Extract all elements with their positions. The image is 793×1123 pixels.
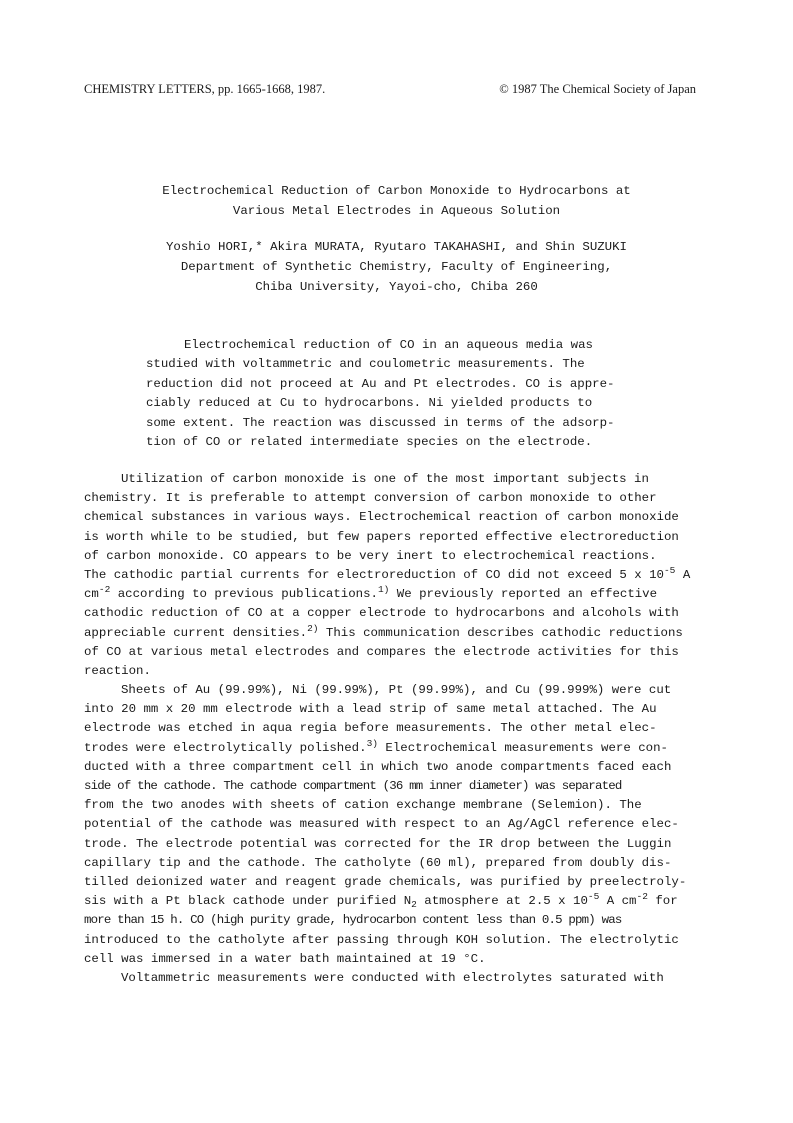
author-list: Yoshio HORI,* Akira MURATA, Ryutaro TAKAHASHI, and Shin SUZUKI [165,240,627,254]
affiliation-line: Chiba University, Yayoi-cho, Chiba 260 [255,280,538,294]
text-run: cm [84,587,99,602]
text-run: for [647,894,678,909]
body-line [84,585,709,604]
journal-citation: CHEMISTRY LETTERS, pp. 1665-1668, 1987. [84,82,326,96]
text-run: The cathodic partial currents for electroreduction of CO did not exceed 5 x 10 [84,567,664,582]
superscript: -2 [636,891,648,903]
body-line [84,739,709,758]
abstract-line: reduction did not proceed at Au and Pt electrodes. CO is appre- [146,376,615,391]
body-line: introduced to the catholyte after passing through KOH solution. The electrolytic [84,932,679,947]
body-line: more than 15 h. CO (high purity grade, hydrocarbon content less than 0.5 ppm) was [84,913,622,928]
body-line: Sheets of Au (99.99%), Ni (99.99%), Pt (99.99%), and Cu (99.999%) were cut [121,683,672,698]
body-text [84,470,709,988]
abstract [146,336,646,452]
text-run: This communication describes cathodic reductions [318,625,683,640]
subscript: 2 [411,899,417,911]
body-line: of CO at various metal electrodes and compares the electrode activities for this [84,644,679,659]
body-line [84,624,709,643]
abstract-line: some extent. The reaction was discussed in terms of the adsorp- [146,415,615,430]
running-header [84,82,696,100]
body-line: is worth while to be studied, but few papers reported effective electroreduction [84,529,679,544]
body-line: side of the cathode. The cathode compartment (36 mm inner diameter) was separated [84,779,622,793]
body-line: from the two anodes with sheets of cation exchange membrane (Selemion). The [84,798,642,813]
title-line: Electrochemical Reduction of Carbon Monoxide to Hydrocarbons at [162,184,631,198]
body-line: into 20 mm x 20 mm electrode with a lead strip of same metal attached. The Au [84,702,657,717]
body-line: electrode was etched in aqua regia before measurements. The other metal elec- [84,721,657,736]
body-line: cell was immersed in a water bath maintained at 19 °C. [84,951,486,966]
body-line: ducted with a three compartment cell in which two anode compartments faced each [84,759,672,774]
body-line [84,566,709,585]
text-run: We previously reported an effective [389,587,658,602]
paper-title [84,181,709,221]
superscript: -5 [663,564,676,576]
body-line: Voltammetric measurements were conducted with electrolytes saturated with [121,970,664,985]
text-run: according to previous publications. [110,587,378,602]
text-run: A cm [599,894,637,909]
reference-marker: 2) [307,622,319,634]
body-line: capillary tip and the cathode. The catholyte (60 ml), prepared from doubly dis- [84,855,672,870]
copyright-notice: © 1987 The Chemical Society of Japan [499,82,696,96]
body-line: of carbon monoxide. CO appears to be very inert to electrochemical reactions. [84,548,657,563]
abstract-line: studied with voltammetric and coulometric measurements. The [146,357,585,372]
text-run: Electrochemical measurements were con- [377,740,668,755]
abstract-line: tion of CO or related intermediate species on the electrode. [146,435,593,450]
body-line: trode. The electrode potential was corrected for the IR drop between the Luggin [84,836,672,851]
body-line: tilled deionized water and reagent grade chemicals, was purified by preelectroly- [84,874,687,889]
reference-marker: 3) [366,737,378,749]
body-line: chemistry. It is preferable to attempt conversion of carbon monoxide to other [84,491,657,506]
author-block [84,237,709,297]
abstract-line: Electrochemical reduction of CO in an aqueous media was [184,338,593,352]
body-line: chemical substances in various ways. Electrochemical reaction of carbon monoxide [84,510,679,525]
body-line: reaction. [84,663,151,678]
affiliation-line: Department of Synthetic Chemistry, Faculty of Engineering, [180,260,613,274]
text-run: atmosphere at 2.5 x 10 [416,894,588,909]
superscript: -2 [98,584,111,596]
body-line: cathodic reduction of CO at a copper electrode to hydrocarbons and alcohols with [84,606,679,621]
abstract-line: ciably reduced at Cu to hydrocarbons. Ni yielded products to [146,396,593,411]
superscript: -5 [587,891,600,903]
text-run: trodes were electrolytically polished. [84,740,367,755]
body-line [84,892,709,911]
reference-marker: 1) [377,584,390,596]
text-run: sis with a Pt black cathode under purified N [84,894,412,909]
body-line: potential of the cathode was measured with respect to an Ag/AgCl reference elec- [84,817,679,832]
text-run: A [675,567,691,582]
body-line: Utilization of carbon monoxide is one of the most important subjects in [121,472,649,486]
title-line: Various Metal Electrodes in Aqueous Solution [232,204,561,218]
text-run: appreciable current densities. [84,625,308,640]
